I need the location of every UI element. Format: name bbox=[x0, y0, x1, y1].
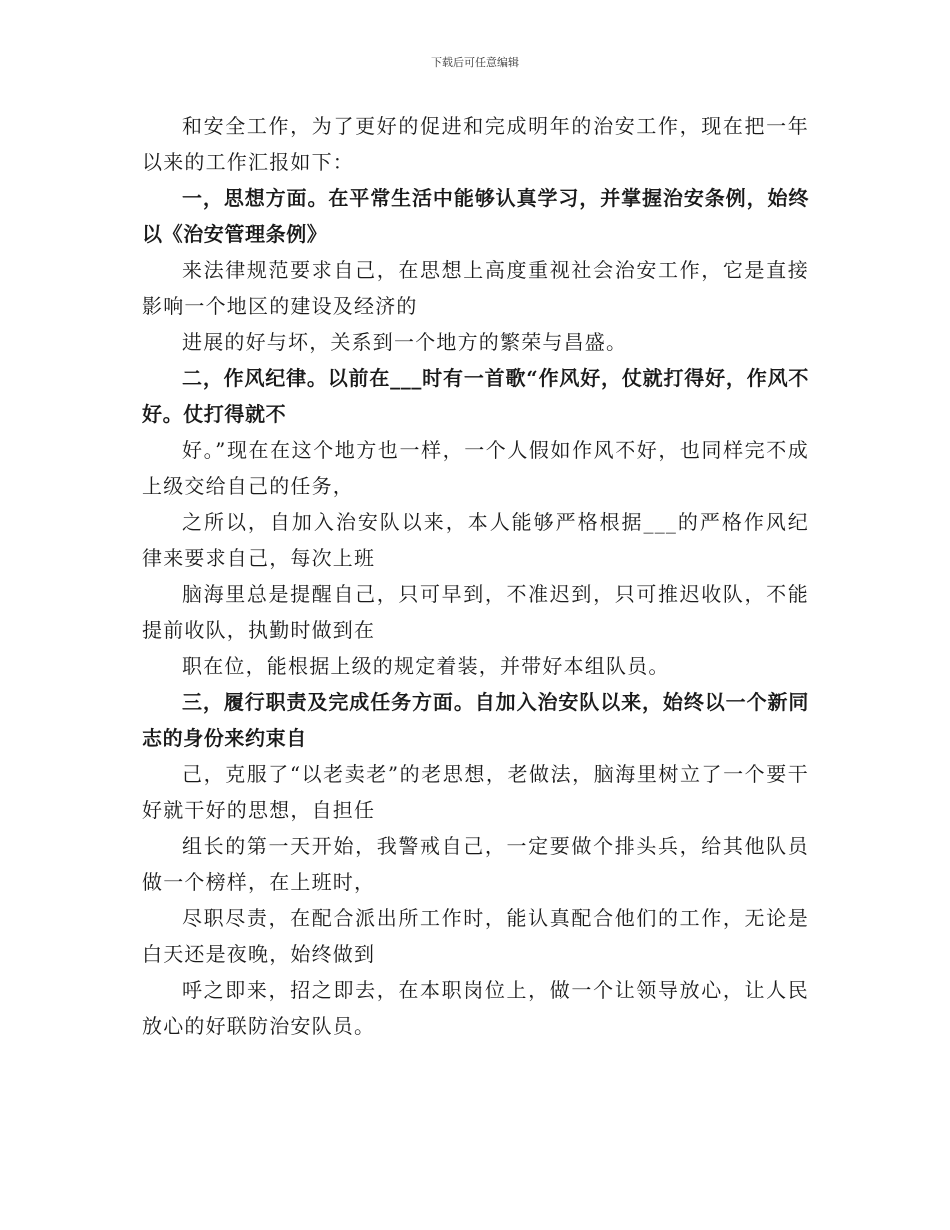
paragraph-5: 之所以，自加入治安队以来，本人能够严格根据___的严格作风纪律来要求自己，每次上班 bbox=[142, 510, 809, 570]
paragraph-2: 来法律规范要求自己，在思想上高度重视社会治安工作，它是直接影响一个地区的建设及经济的 bbox=[142, 258, 809, 318]
paragraph-8: 己，克服了“以老卖老”的老思想，老做法，脑海里树立了一个要干好就干好的思想，自担任 bbox=[142, 762, 809, 822]
paragraph-7: 职在位，能根据上级的规定着装，并带好本组队员。 bbox=[182, 654, 670, 678]
paragraph-3: 进展的好与坏，关系到一个地方的繁荣与昌盛。 bbox=[182, 330, 628, 354]
heading-duties: 三，履行职责及完成任务方面。自加入治安队以来，始终以一个新同志的身份来约束自 bbox=[142, 690, 809, 750]
paragraph-11: 呼之即来，招之即去，在本职岗位上，做一个让领导放心，让人民放心的好联防治安队员。 bbox=[142, 978, 809, 1038]
page-header: 下载后可任意编辑 bbox=[431, 56, 519, 69]
paragraph-4: 好。”现在在这个地方也一样，一个人假如作风不好，也同样完不成上级交给自己的任务， bbox=[142, 438, 809, 498]
heading-thought: 一，思想方面。在平常生活中能够认真学习，并掌握治安条例，始终以《治安管理条例》 bbox=[142, 186, 809, 246]
paragraph-9: 组长的第一天开始，我警戒自己，一定要做个排头兵，给其他队员做一个榜样，在上班时， bbox=[142, 834, 809, 894]
paragraph-6: 脑海里总是提醒自己，只可早到，不准迟到，只可推迟收队，不能提前收队，执勤时做到在 bbox=[142, 582, 809, 642]
paragraph-10: 尽职尽责，在配合派出所工作时，能认真配合他们的工作，无论是白天还是夜晚，始终做到 bbox=[142, 906, 809, 966]
heading-discipline: 二，作风纪律。以前在___时有一首歌“作风好，仗就打得好，作风不好。仗打得就不 bbox=[142, 366, 809, 426]
document-body bbox=[142, 108, 809, 1044]
paragraph-1: 和安全工作，为了更好的促进和完成明年的治安工作，现在把一年以来的工作汇报如下： bbox=[142, 114, 809, 174]
